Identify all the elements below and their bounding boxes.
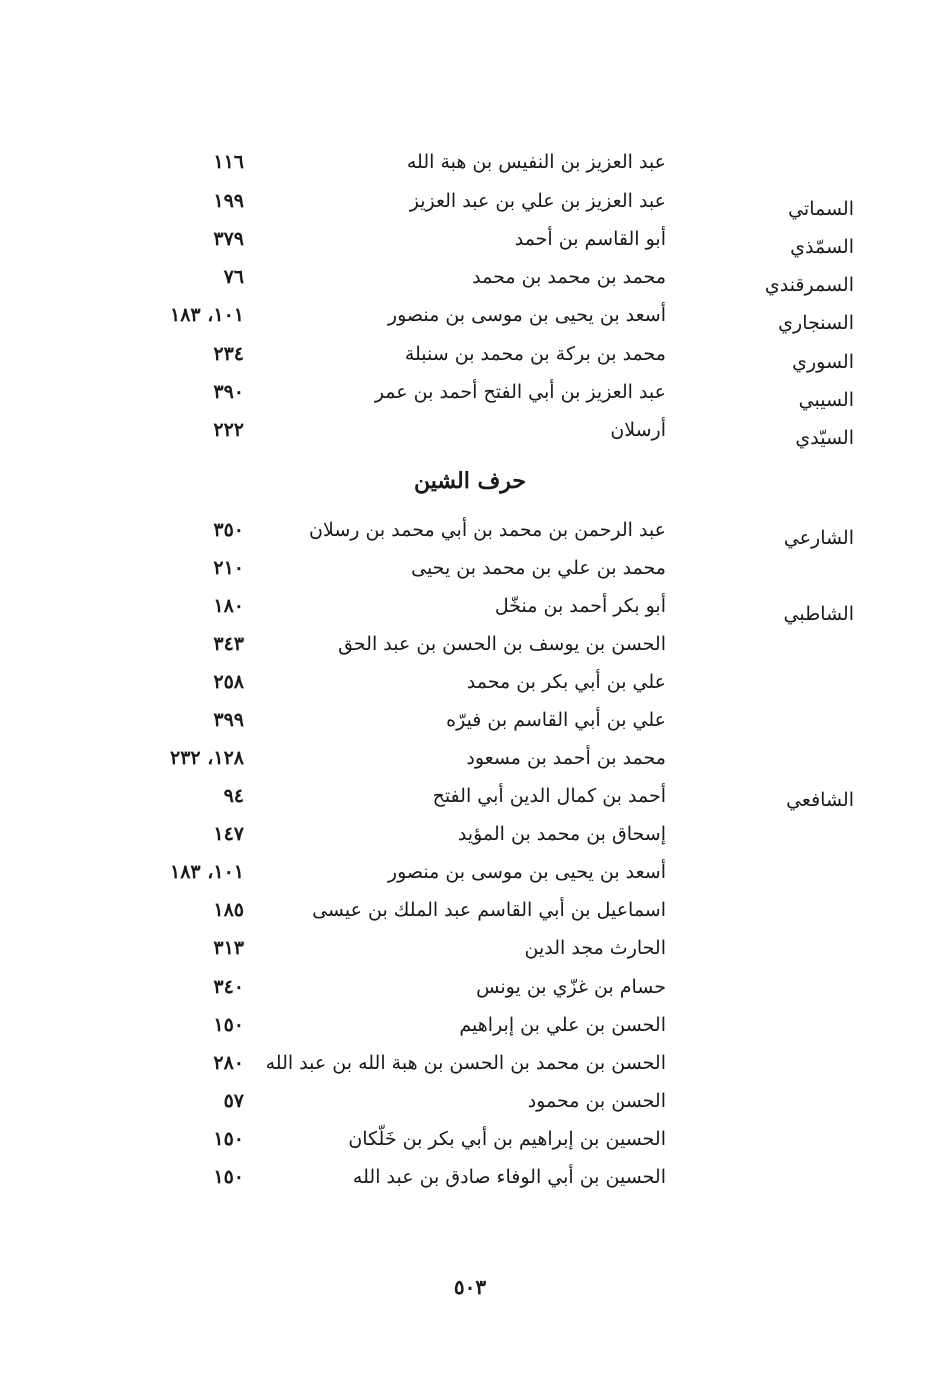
entry-name: حسام بن غزّي بن يونس — [476, 976, 666, 998]
index-entry — [0, 511, 940, 549]
entry-pages: ١١٦ — [213, 151, 244, 173]
index-entry — [0, 335, 940, 373]
entry-name: الحسن بن محمود — [527, 1090, 666, 1112]
entry-nisba: السمرقندي — [764, 274, 854, 296]
index-entry — [0, 258, 940, 296]
entry-nisba: السماتي — [788, 198, 854, 220]
entry-pages: ٢٣٤ — [213, 343, 244, 365]
entry-name: عبد العزيز بن علي بن عبد العزيز — [409, 190, 666, 212]
entry-pages: ٣٥٠ — [213, 519, 244, 541]
index-entry — [0, 587, 940, 625]
index-entry — [0, 625, 940, 663]
entry-nisba: السوري — [792, 351, 854, 373]
entry-name: أبو القاسم بن أحمد — [514, 228, 666, 250]
entry-pages: ١٠١، ١٨٣ — [170, 861, 244, 883]
entry-pages: ٣١٣ — [213, 937, 244, 959]
entry-pages: ١٨٥ — [213, 899, 244, 921]
entry-nisba: الشافعي — [786, 789, 854, 811]
page-number: ٥٠٣ — [453, 1275, 487, 1299]
entry-name: الحسين بن إبراهيم بن أبي بكر بن خَلّكان — [348, 1128, 666, 1150]
index-entry — [0, 1006, 940, 1044]
entry-pages: ٢٥٨ — [213, 671, 244, 693]
index-entry — [0, 296, 940, 334]
entry-pages: ٣٩٩ — [213, 709, 244, 731]
entry-pages: ١٢٨، ٢٣٢ — [170, 747, 244, 769]
entry-pages: ٧٦ — [223, 266, 244, 288]
entry-name: عبد الرحمن بن محمد بن أبي محمد بن رسلان — [309, 519, 666, 541]
entry-nisba: الشارعي — [783, 527, 854, 549]
section-heading: حرف الشين — [413, 468, 527, 494]
entry-nisba: الشاطبي — [783, 603, 854, 625]
entry-pages: ٢٢٢ — [213, 419, 244, 441]
entry-name: الحسن بن محمد بن الحسن بن هبة الله بن عبد الله — [265, 1052, 666, 1074]
index-entry — [0, 853, 940, 891]
entry-name: أسعد بن يحيى بن موسى بن منصور — [387, 304, 666, 326]
entry-nisba: السنجاري — [778, 312, 854, 334]
entry-pages: ٥٧ — [223, 1090, 244, 1112]
entry-name: محمد بن بركة بن محمد بن سنبلة — [404, 343, 666, 365]
entry-name: الحارث مجد الدين — [524, 937, 666, 959]
entry-pages: ١٥٠ — [213, 1128, 244, 1150]
entry-name: إسحاق بن محمد بن المؤيد — [457, 823, 666, 845]
entry-name: أرسلان — [610, 419, 666, 441]
entry-pages: ٢٨٠ — [213, 1052, 244, 1074]
entry-name: اسماعيل بن أبي القاسم عبد الملك بن عيسى — [312, 899, 666, 921]
entry-name: الحسن بن يوسف بن الحسن بن عبد الحق — [338, 633, 666, 655]
entry-pages: ١٥٠ — [213, 1014, 244, 1036]
index-entry — [0, 968, 940, 1006]
index-entry — [0, 739, 940, 777]
entry-pages: ٣٧٩ — [213, 228, 244, 250]
entry-pages: ١٠١، ١٨٣ — [170, 304, 244, 326]
entry-pages: ٢١٠ — [213, 557, 244, 579]
entry-name: أحمد بن كمال الدين أبي الفتح — [432, 785, 666, 807]
index-entry — [0, 929, 940, 967]
entry-name: محمد بن علي بن محمد بن يحيى — [411, 557, 666, 579]
entry-pages: ١٩٩ — [213, 190, 244, 212]
index-entry — [0, 1044, 940, 1082]
index-entry — [0, 1120, 940, 1158]
index-entry — [0, 549, 940, 587]
entry-nisba: السيبي — [798, 389, 854, 411]
entry-name: أسعد بن يحيى بن موسى بن منصور — [387, 861, 666, 883]
entry-pages: ١٤٧ — [213, 823, 244, 845]
entry-name: علي بن أبي القاسم بن فيرّه — [446, 709, 666, 731]
entry-pages: ١٥٠ — [213, 1166, 244, 1188]
entry-name: محمد بن أحمد بن مسعود — [466, 747, 666, 769]
entry-pages: ٣٤٠ — [213, 976, 244, 998]
index-entry — [0, 1158, 940, 1196]
entry-name: أبو بكر أحمد بن منخّل — [494, 595, 666, 617]
entry-name: الحسن بن علي بن إبراهيم — [459, 1014, 666, 1036]
index-entry — [0, 891, 940, 929]
index-entry — [0, 701, 940, 739]
entry-pages: ٩٤ — [223, 785, 244, 807]
entry-name: الحسين بن أبي الوفاء صادق بن عبد الله — [352, 1166, 666, 1188]
entry-pages: ١٨٠ — [213, 595, 244, 617]
index-entry — [0, 815, 940, 853]
index-entry — [0, 143, 940, 181]
index-entry — [0, 220, 940, 258]
index-entry — [0, 777, 940, 815]
entry-pages: ٣٩٠ — [213, 381, 244, 403]
entry-nisba: السمّذي — [790, 236, 854, 258]
index-entry — [0, 1082, 940, 1120]
entry-name: عبد العزيز بن النفيس بن هبة الله — [406, 151, 666, 173]
entry-name: محمد بن محمد بن محمد — [472, 266, 666, 288]
index-entry — [0, 663, 940, 701]
entry-nisba: السيّدي — [795, 427, 854, 449]
entry-name: عبد العزيز بن أبي الفتح أحمد بن عمر — [374, 381, 666, 403]
entry-pages: ٣٤٣ — [213, 633, 244, 655]
entry-name: علي بن أبي بكر بن محمد — [466, 671, 666, 693]
index-entry — [0, 182, 940, 220]
index-entry — [0, 411, 940, 449]
index-entry — [0, 373, 940, 411]
